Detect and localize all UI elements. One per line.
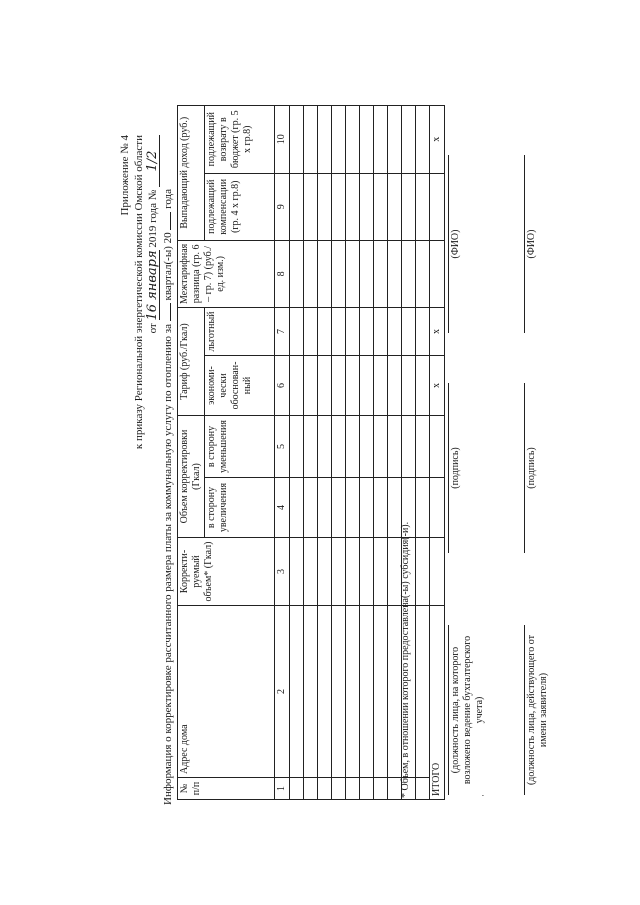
handwritten-order-number: 1/2 xyxy=(147,135,160,187)
col-number: 3 xyxy=(275,538,290,606)
year-blank xyxy=(160,212,171,230)
header-lost-income: Выпадающий доход (руб.) xyxy=(178,105,205,240)
year-text: 2019 года № xyxy=(147,189,159,248)
signature-caption: (подпись) xyxy=(526,447,537,489)
accountant-position-caption: (должность лица, на которого возложено ведение бухгалтерского учета) xyxy=(450,635,485,785)
total-cell xyxy=(430,538,445,606)
table-row xyxy=(290,105,304,799)
annex-number: Приложение № 4 xyxy=(119,135,131,216)
year-suffix: года xyxy=(162,188,174,209)
col-number: 8 xyxy=(275,240,290,307)
header-preferential-tariff: льготный xyxy=(205,308,275,356)
footnote: * Объем, в отношении которого предоставлена(-ы) субсидия(-и). xyxy=(400,521,411,798)
col-number: 5 xyxy=(275,416,290,478)
header-correction-volume: Объем корректировки (Гкал) xyxy=(178,416,205,538)
header-compensation: подлежащий компенсации (гр. 4 х гр.8) xyxy=(205,173,275,240)
table-row xyxy=(374,105,388,799)
total-cell xyxy=(430,173,445,240)
name-line xyxy=(448,155,449,333)
signature-line xyxy=(448,383,449,553)
col-number: 9 xyxy=(275,173,290,240)
name-line xyxy=(524,155,525,333)
applicant-position-caption: (должность лица, действующего от имени заявителя) xyxy=(526,634,549,786)
quarter-suffix: квартал(-ы) 20 xyxy=(162,232,174,301)
col-number: 4 xyxy=(275,478,290,538)
col-number: 1 xyxy=(275,778,290,800)
quarter-blank xyxy=(160,303,171,321)
header-intertariff-difference: Межтарифная разница (гр. 6 – гр. 7) (руб./ед. изм.) xyxy=(178,240,275,307)
header-tariff: Тариф (руб./Гкал) xyxy=(178,308,205,416)
stray-mark: · xyxy=(478,794,488,797)
header-decrease: в сторону уменьшения xyxy=(205,416,275,478)
col-number: 6 xyxy=(275,356,290,416)
total-cell: х xyxy=(430,308,445,356)
total-cell xyxy=(430,240,445,307)
header-justified-tariff: экономи-чески обоснован-ный xyxy=(205,356,275,416)
order-date-line xyxy=(146,135,160,333)
signature-line xyxy=(524,383,525,553)
handwritten-date: 16 января xyxy=(145,250,160,321)
table-row xyxy=(304,105,318,799)
total-cell: х xyxy=(430,105,445,173)
col-number: 2 xyxy=(275,606,290,778)
total-cell xyxy=(430,416,445,478)
header-corrected-volume: Корректи-руемый объем* (Гкал) xyxy=(178,538,275,606)
col-number: 7 xyxy=(275,308,290,356)
total-cell xyxy=(430,478,445,538)
column-number-row xyxy=(275,105,290,799)
date-prefix: от xyxy=(147,323,159,334)
table-row xyxy=(416,105,430,799)
name-caption: (ФИО) xyxy=(526,229,537,259)
total-cell: х xyxy=(430,356,445,416)
name-caption: (ФИО) xyxy=(450,229,461,259)
order-reference: к приказу Региональной энергетической комиссии Омской области xyxy=(133,135,145,450)
table-row xyxy=(346,105,360,799)
table-row xyxy=(360,105,374,799)
table-row xyxy=(318,105,332,799)
title-text: Информация о корректировке рассчитанного размера платы за коммунальную услугу по отоплению за xyxy=(162,324,174,805)
header-increase: в сторону увеличения xyxy=(205,478,275,538)
header-no: № п/п xyxy=(178,778,275,800)
header-refund: подлежащий возврату в бюджет (гр. 5 х гр.8) xyxy=(205,105,275,173)
position-line xyxy=(448,625,449,795)
document-title xyxy=(160,25,174,805)
header-address: Адрес дома xyxy=(178,606,275,778)
table-row xyxy=(332,105,346,799)
signature-caption: (подпись) xyxy=(450,447,461,489)
total-row xyxy=(430,105,445,799)
total-label: ИТОГО xyxy=(430,606,445,800)
position-line xyxy=(524,625,525,795)
col-number: 10 xyxy=(275,105,290,173)
